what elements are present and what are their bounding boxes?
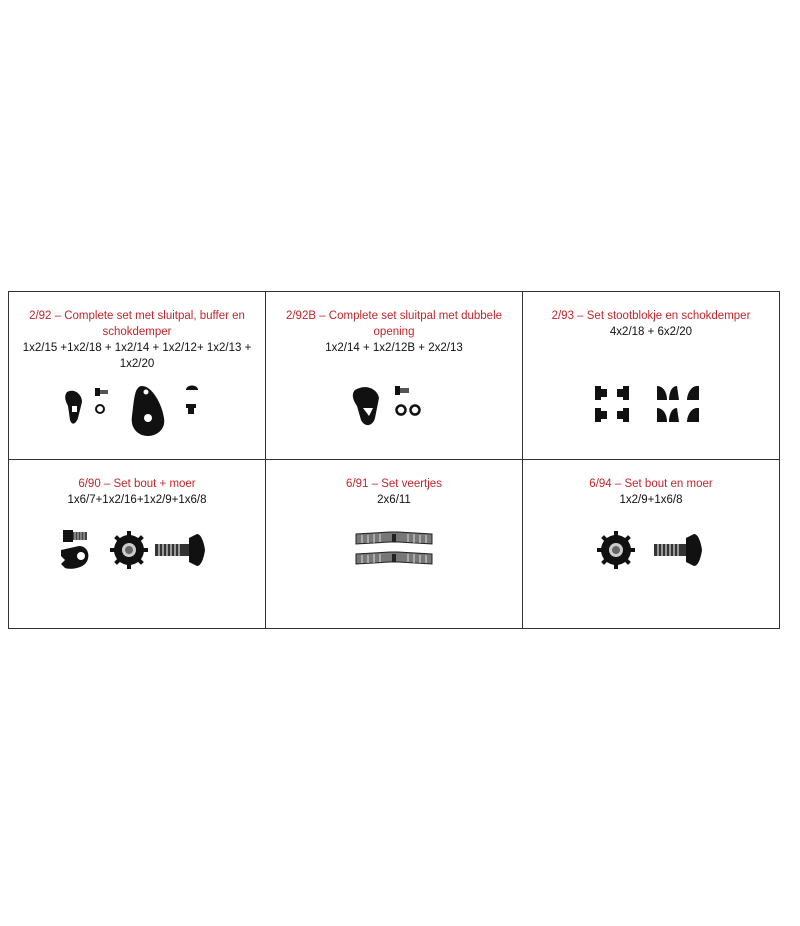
parts-illustration [596,528,706,572]
kit-parts: 1x2/14 + 1x2/12B + 2x2/13 [325,342,463,354]
kit-title: 6/90 – Set bout + moer [78,478,196,490]
parts-illustration [62,384,212,438]
kit-cell-2-92b [266,292,523,460]
kit-title: 2/92B – Complete set sluitpal met dubbele opening [285,310,503,338]
kit-cell-2-93 [523,292,779,460]
kit-title: 2/92 – Complete set met sluitpal, buffer en schokdemper [29,310,245,338]
kit-parts-image [266,530,522,570]
kit-parts-image [266,382,522,430]
kit-cell-6-94 [523,460,779,628]
parts-illustration [57,528,217,572]
kit-cell-2-92 [9,292,266,460]
kit-parts: 4x2/18 + 6x2/20 [609,326,693,338]
kit-parts: 1x6/7+1x2/16+1x2/9+1x6/8 [67,494,207,506]
kit-title: 6/91 – Set veertjes [346,478,442,490]
kit-title: 6/94 – Set bout en moer [589,478,713,490]
kit-cell-6-91 [266,460,523,628]
kit-parts: 1x2/9+1x6/8 [619,494,683,506]
kit-parts-image [9,528,265,572]
kit-parts-image [523,384,779,428]
kit-cell-6-90 [9,460,266,628]
kit-parts: 2x6/11 [377,494,411,506]
parts-illustration [354,530,434,570]
kit-parts-image [9,384,265,438]
kit-title: 2/93 – Set stootblokje en schokdemper [551,310,751,322]
kit-parts: 1x2/15 +1x2/18 + 1x2/14 + 1x2/12+ 1x2/13 + 1x2/20 [22,342,252,370]
kit-parts-image [523,528,779,572]
parts-illustration [349,382,439,430]
kit-grid [8,291,780,629]
parts-illustration [593,384,709,428]
